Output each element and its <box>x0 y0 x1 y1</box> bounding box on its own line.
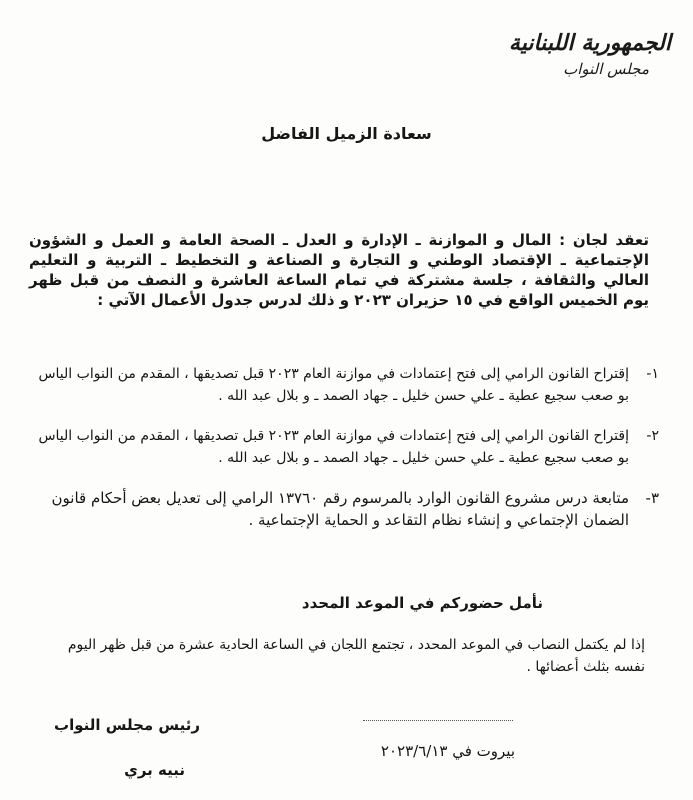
agenda-item <box>29 425 659 469</box>
letterhead <box>481 28 671 80</box>
dateline: بيروت في ٢٠٢٣/٦/١٣ <box>380 742 515 760</box>
agenda-item-number: ١- <box>646 366 659 382</box>
letterhead-parliament: مجلس النواب <box>563 60 649 78</box>
signer-title: رئيس مجلس النواب <box>54 716 200 734</box>
date-divider <box>363 720 513 721</box>
closing-line: نأمل حضوركم في الموعد المحدد <box>301 594 543 612</box>
agenda-item <box>29 487 659 531</box>
agenda-item-number: ٢- <box>646 428 659 444</box>
agenda-item <box>29 363 659 407</box>
agenda-item-text: إقتراح القانون الرامي إلى فتح إعتمادات في موازنة العام ٢٠٢٣ قبل تصديقها ، المقدم من النواب الياس بو صعب سجيع عطية ـ علي حسن خليل ـ جهاد الصمد ـ و بلال عبد الله . <box>38 366 629 404</box>
quorum-note: إذا لم يكتمل النصاب في الموعد المحدد ، تجتمع اللجان في الساعة الحادية عشرة من قبل ظهر اليوم نفسه بثلث أعضائها . <box>67 637 645 675</box>
signer-name: نبيه بري <box>124 761 185 779</box>
intro-paragraph: تعقد لجان : المال و الموازنة ـ الإدارة و العدل ـ الصحة العامة و العمل و الشؤون الإجتماعية ـ الإقتصاد الوطني و التجارة و الصناعة و التخطيط ـ التربية و التعليم العالي والثقافة ، جلسة مشتركة في تمام الساعة العاشرة و النصف من قبل ظهر يوم الخميس الواقع في ١٥ حزيران ٢٠٢٣ و ذلك لدرس جدول الأعمال الآتي : <box>29 231 649 309</box>
agenda-item-number: ٣- <box>645 489 659 507</box>
letterhead-country: الجمهورية اللبنانية <box>508 30 671 56</box>
agenda-item-text: متابعة درس مشروع القانون الوارد بالمرسوم رقم ١٣٧٦٠ الرامي إلى تعديل بعض أحكام قانون الضمان الإجتماعي و إنشاء نظام التقاعد و الحماية الإجتماعية . <box>51 489 629 529</box>
salutation: سعادة الزميل الفاضل <box>261 124 432 143</box>
agenda-item-text: إقتراح القانون الرامي إلى فتح إعتمادات في موازنة العام ٢٠٢٣ قبل تصديقها ، المقدم من النواب الياس بو صعب سجيع عطية ـ علي حسن خليل ـ جهاد الصمد ـ و بلال عبد الله . <box>38 428 629 466</box>
